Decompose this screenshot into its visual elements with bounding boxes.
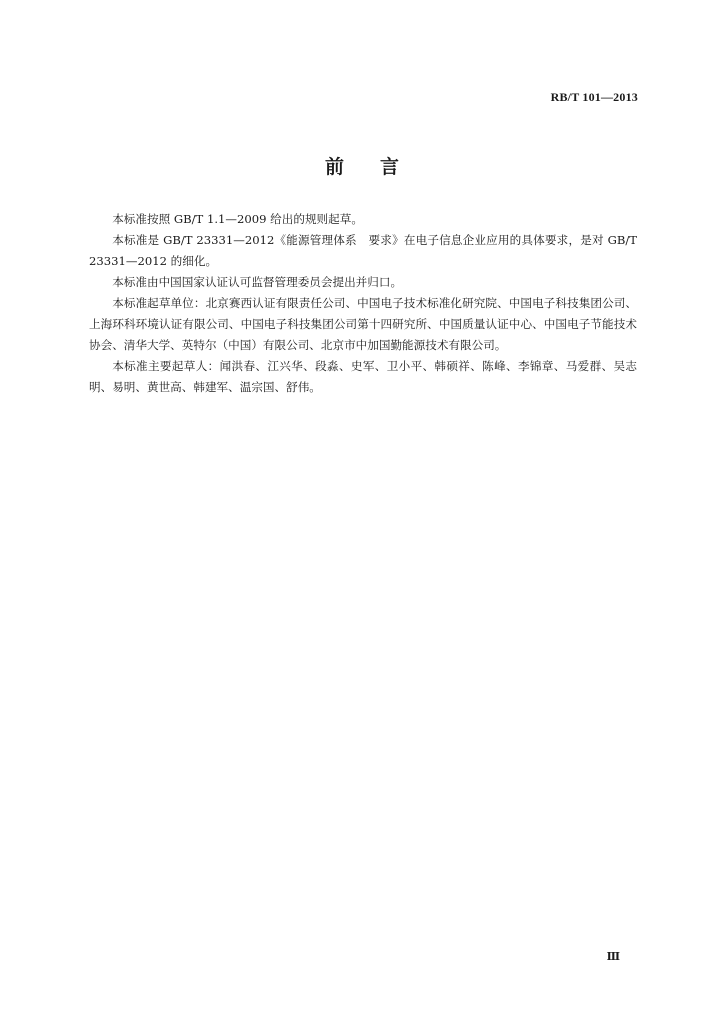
page-number: Ⅲ [606,951,620,963]
paragraph-drafting-units: 本标准起草单位：北京赛西认证有限责任公司、中国电子技术标准化研究院、中国电子科技集团公司、上海环科环境认证有限公司、中国电子科技集团公司第十四研究所、中国质量认证中心、中国电子节能技术协会、清华大学、英特尔（中国）有限公司、北京市中加国勤能源技术有限公司。 [89,296,637,352]
paragraph-drafting-rules: 本标准按照 GB/T 1.1—2009 给出的规则起草。 [112,212,363,226]
paragraph-proposer: 本标准由中国国家认证认可监督管理委员会提出并归口。 [112,275,403,289]
foreword-body [89,209,637,398]
standard-number: RB/T 101—2013 [550,90,638,104]
page-title: 前言 [324,156,435,178]
paragraph-drafters: 本标准主要起草人：闻洪春、江兴华、段淼、史军、卫小平、韩硕祥、陈峰、李锦章、马爱群、吴志明、易明、黄世高、韩建军、温宗国、舒伟。 [89,359,637,394]
paragraph-scope: 本标准是 GB/T 23331—2012《能源管理体系 要求》在电子信息企业应用的具体要求，是对 GB/T 23331—2012 的细化。 [89,233,637,268]
